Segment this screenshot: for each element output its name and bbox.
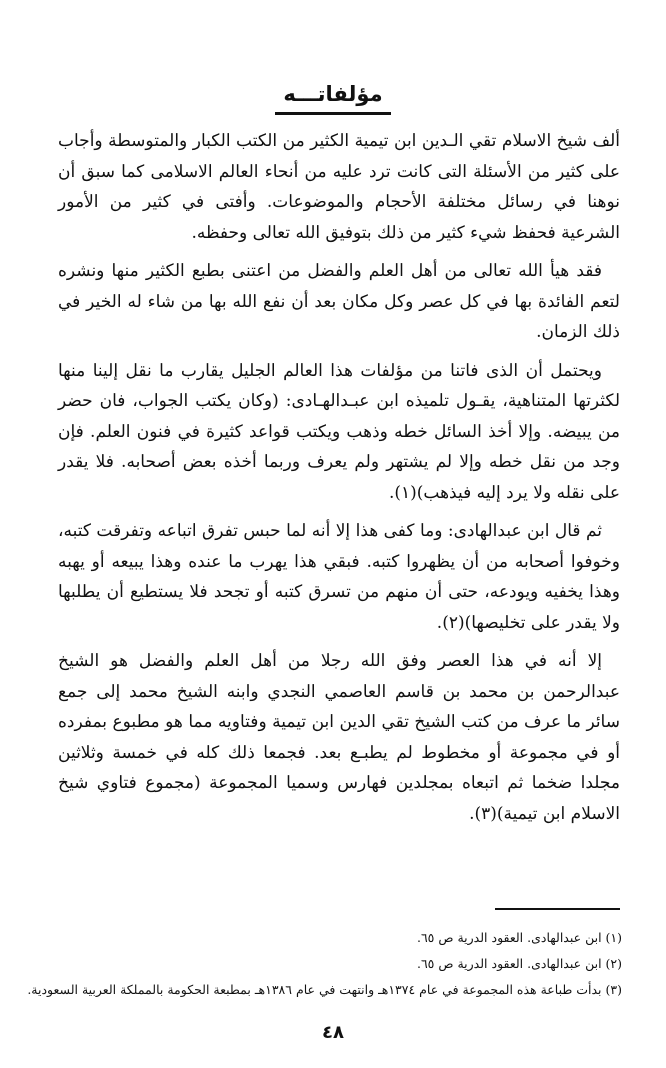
paragraph: ويحتمل أن الذى فاتنا من مؤلفات هذا العالم الجليل يقارب ما نقل إلينا منها لكثرتها المتناهية، يقـول تلميذه ابن عبـدالهـادى: (وكان يكتب الجواب، فان حضر من يبيضه. وإلا أخذ السائل خطه وذهب ويكتب قواعد كثيرة في فنون العلم. فإن وجد من نقل خطه وإلا لم يشتهر ولم يعرف وربما أخذه بعض أصحابه. فلا يقدر على نقله ولا يرد إليه فيذهب)(١). [58, 360, 620, 503]
paragraph: ألف شيخ الاسلام تقي الـدين ابن تيمية الكثير من الكتب الكبار والمتوسطة وأجاب على كثير من الأسئلة التى كانت ترد عليه من أنحاء العالم الاسلامى كما سبق أن نوهنا في رسائل مختلفة الأحجام والموضوعات. وأفتى في كثير من الأمور الشرعية فحفظ شيء كثير من ذلك بتوفيق الله تعالى وحفظه. [58, 131, 620, 243]
page-title-text: مؤلفاتـــه [275, 80, 390, 115]
footnote: (٢) ابن عبدالهادى. العقود الدرية ص ٦٥. [416, 956, 622, 971]
footnote: (٣) بدأت طباعة هذه المجموعة في عام ١٣٧٤هـ وانتهت في عام ١٣٨٦هـ بمطبعة الحكومة بالمملكة العربية السعودية. [27, 982, 622, 997]
paragraph: فقد هيأ الله تعالى من أهل العلم والفضل من اعتنى بطبع الكثير منها ونشره لتعم الفائدة بها في كل عصر وكل مكان بعد أن نفع الله بها من شاء له الخير في ذلك الزمان. [58, 261, 620, 342]
footnote-divider [495, 908, 620, 910]
paragraph: إلا أنه في هذا العصر وفق الله رجلا من أهل العلم والفضل هو الشيخ عبدالرحمن بن محمد بن قاسم العاصمي النجدي وابنه الشيخ محمد إلى جمع سائر ما عرف من كتب الشيخ تقي الدين ابن تيمية وفتاويه مما هو مطبوع بمفرده أو في مجموعة أو مخطوط لم يطبـع بعد. فجمعا ذلك كله في خمسة وثلاثين مجلدا ضخما ثم اتبعاه بمجلدين فهارس وسميا المجموعة (مجموع فتاوي شيخ الاسلام ابن تيمية)(٣). [58, 651, 620, 824]
footnotes [27, 925, 622, 1003]
page-title [0, 80, 666, 115]
body-text [58, 126, 620, 837]
footnote: (١) ابن عبدالهادى. العقود الدرية ص ٦٥. [416, 930, 622, 945]
page-number: ٤٨ [322, 1022, 344, 1043]
paragraph: ثم قال ابن عبدالهادى: وما كفى هذا إلا أنه لما حبس تفرق اتباعه وتفرقت كتبه، وخوفوا أصحابه من أن يظهروا كتبه. فبقي هذا يهرب ما عنده وهذا يبيعه أو يهبه وهذا يخفيه ويودعه، حتى أن منهم من تسرق كتبه أو تجحد فلا يستطيع أن يطلبها ولا يقدر على تخليصها)(٢). [58, 521, 620, 633]
